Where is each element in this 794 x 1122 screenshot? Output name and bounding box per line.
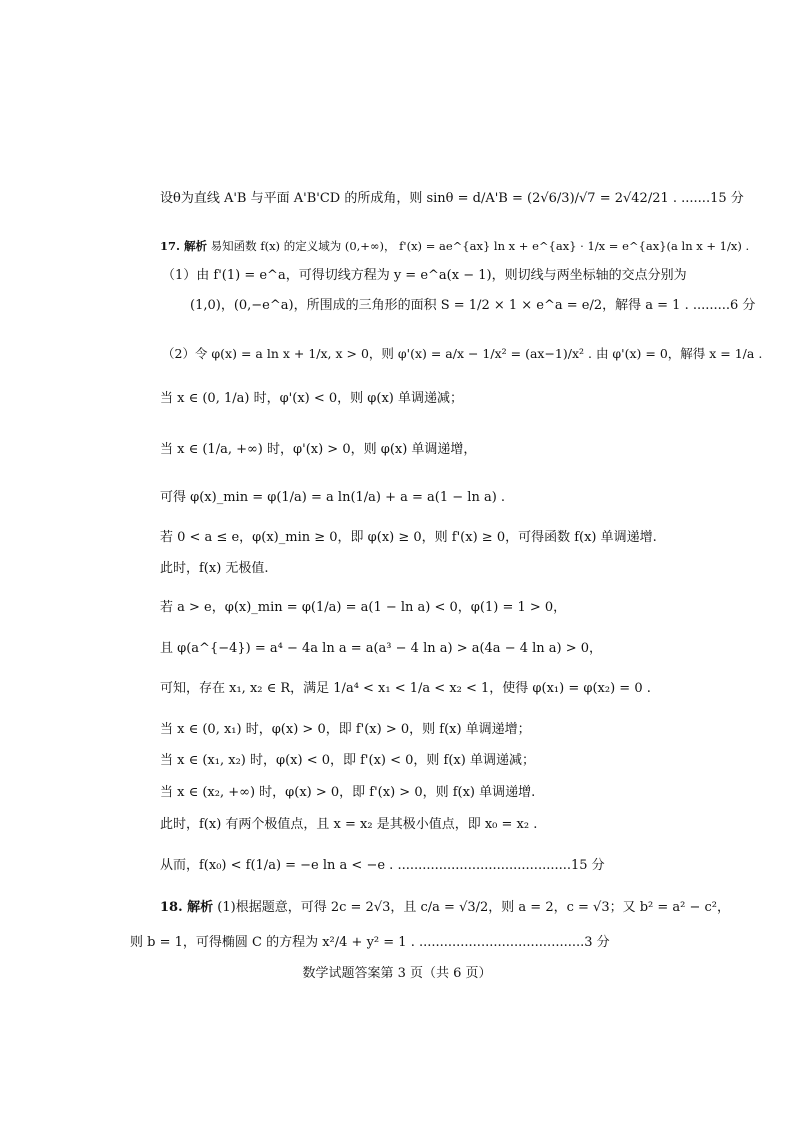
text-line: 当 x ∈ (x₂, +∞) 时，φ(x) > 0，即 f'(x) > 0，则 f(x) 单调递增. [160,785,536,800]
text-line: 此时，f(x) 无极值. [160,561,269,576]
text-line: 此时，f(x) 有两个极值点，且 x = x₂ 是其极小值点，即 x₀ = x₂ . [160,817,538,832]
text-line: 从而，f(x₀) < f(1/a) = −e ln a < −e . ..........................................15 分 [160,858,605,873]
text-line: （2）令 φ(x) = a ln x + 1/x, x > 0，则 φ'(x) = a/x − 1/x² = (ax−1)/x² . 由 φ'(x) = 0，解得 x = 1/a . [162,346,763,361]
text-line: 17. 解析 易知函数 f(x) 的定义域为 (0,+∞)， f'(x) = ae^{ax} ln x + e^{ax} · 1/x = e^{ax}(a ln x + 1/x) . [160,239,750,253]
text-line: 当 x ∈ (1/a, +∞) 时，φ'(x) > 0，则 φ(x) 单调递增， [160,442,477,457]
section-heading: 18. 解析 [160,900,214,915]
text-line: 可知，存在 x₁, x₂ ∈ R，满足 1/a⁴ < x₁ < 1/a < x₂ < 1，使得 φ(x₁) = φ(x₂) = 0 . [160,681,651,696]
text-line: 若 0 < a ≤ e，φ(x)_min ≥ 0，即 φ(x) ≥ 0，则 f'(x) ≥ 0，可得函数 f(x) 单调递增. [160,530,657,545]
text-line: 则 b = 1，可得椭圆 C 的方程为 x²/4 + y² = 1 . ........................................3 分 [130,935,610,950]
text-line: 当 x ∈ (x₁, x₂) 时，φ(x) < 0，即 f'(x) < 0，则 f(x) 单调递减； [160,753,535,768]
text-line: 18. 解析 (1)根据题意，可得 2c = 2√3，且 c/a = √3/2，则 a = 2，c = √3；又 b² = a² − c²， [160,900,731,915]
section-heading: 17. 解析 [160,239,208,253]
page-footer: 数学试题答案第 3 页（共 6 页） [302,966,492,981]
text-line: （1）由 f'(1) = e^a，可得切线方程为 y = e^a(x − 1)，则切线与两坐标轴的交点分别为 [162,268,687,283]
text-line: 设θ为直线 A'B 与平面 A'B'CD 的所成角，则 sinθ = d/A'B = (2√6/3)/√7 = 2√42/21 . .......15 分 [160,191,744,206]
text-line: 当 x ∈ (0, 1/a) 时，φ'(x) < 0，则 φ(x) 单调递减； [160,391,463,406]
text-line: 若 a > e，φ(x)_min = φ(1/a) = a(1 − ln a) < 0，φ(1) = 1 > 0， [160,600,567,615]
text-line: 当 x ∈ (0, x₁) 时，φ(x) > 0，即 f'(x) > 0，则 f(x) 单调递增； [160,722,531,737]
text-line: (1,0)，(0,−e^a)，所围成的三角形的面积 S = 1/2 × 1 × e^a = e/2，解得 a = 1 . .........6 分 [190,298,756,313]
text-line: 且 φ(a^{−4}) = a⁴ − 4a ln a = a(a³ − 4 ln a) > a(4a − 4 ln a) > 0， [160,641,603,656]
text-line: 可得 φ(x)_min = φ(1/a) = a ln(1/a) + a = a(1 − ln a) . [160,490,506,505]
